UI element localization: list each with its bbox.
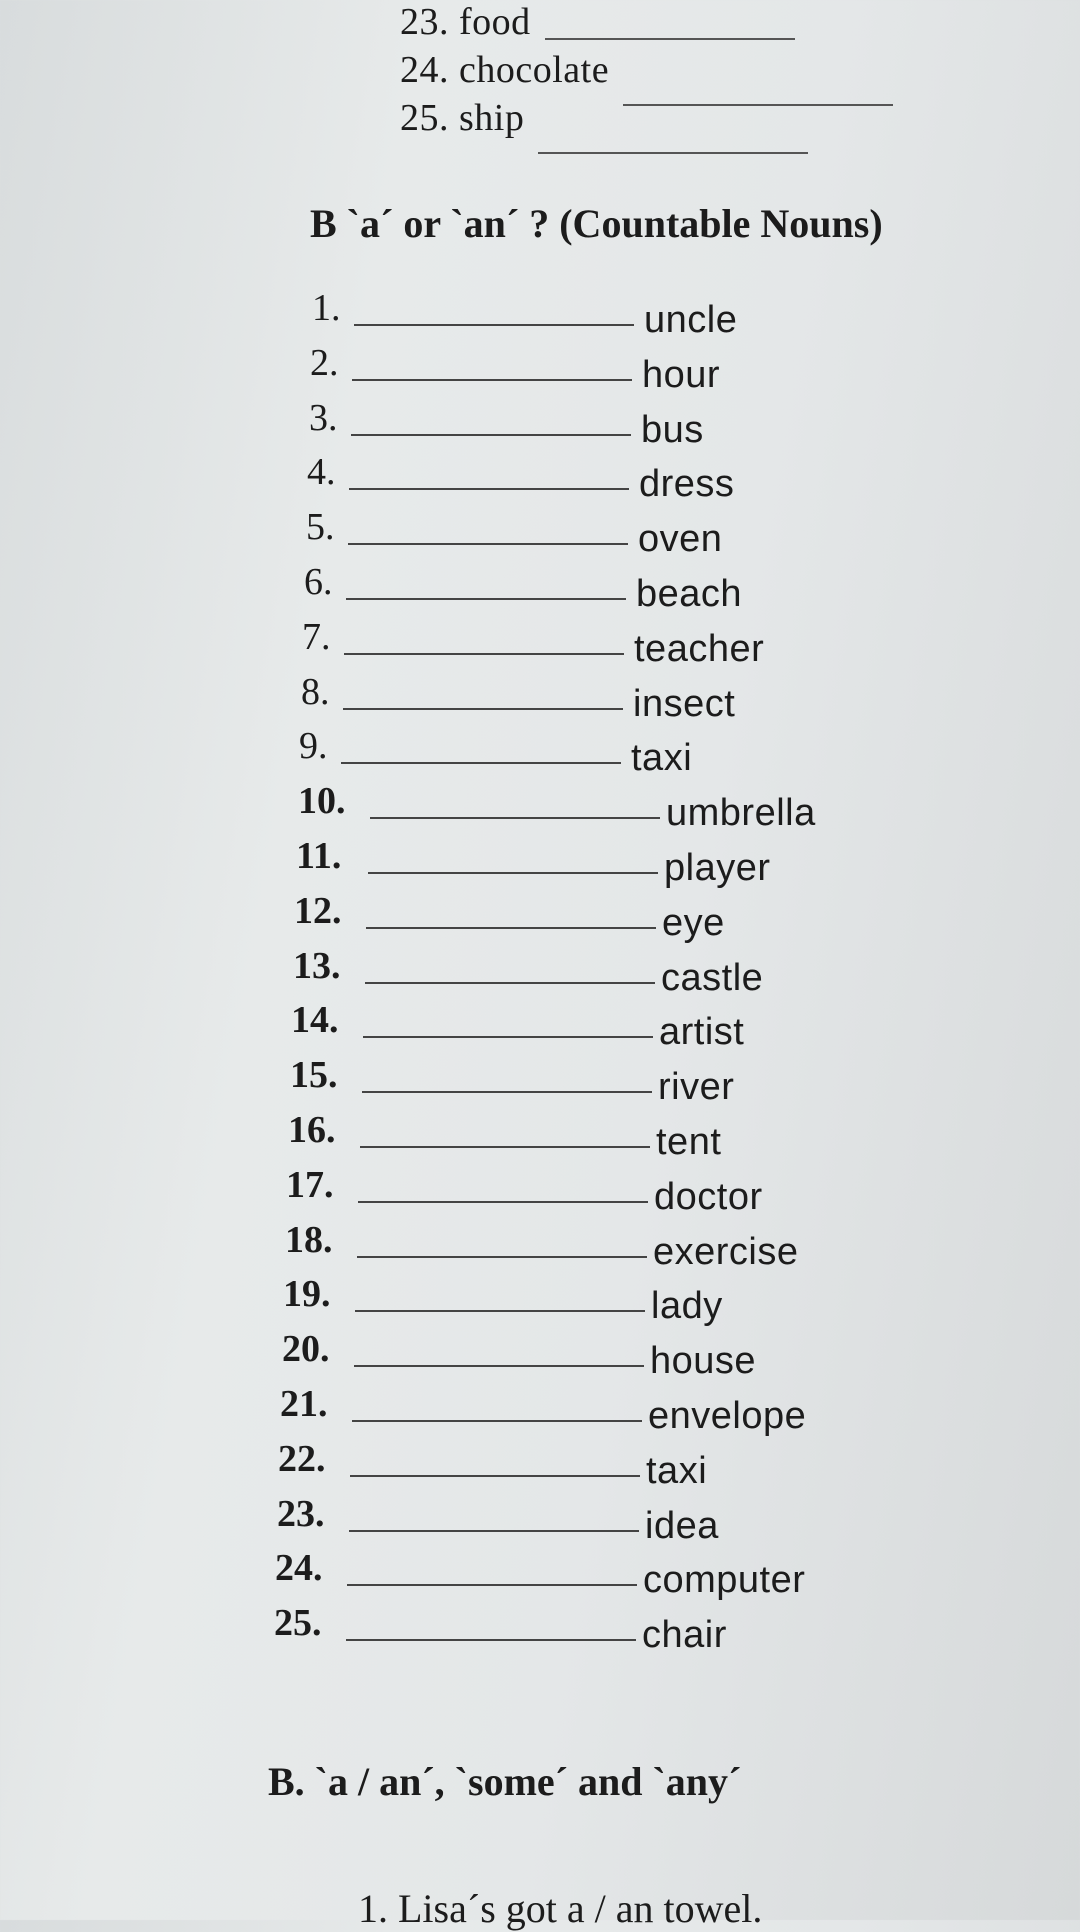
item-number: 14. [291,999,339,1041]
answer-blank[interactable] [346,1639,636,1641]
exercise-row [307,452,927,504]
answer-blank[interactable] [357,1256,647,1258]
answer-blank[interactable] [362,1091,652,1093]
item-number: 18. [285,1219,333,1261]
exercise-row [280,1384,900,1436]
noun-word: taxi [631,737,693,779]
noun-word: doctor [654,1176,763,1218]
item-number: 21. [280,1383,328,1425]
answer-blank[interactable] [366,927,656,929]
previous-item [400,96,808,140]
noun-word: castle [661,957,764,999]
item-number: 19. [283,1273,331,1315]
noun-word: tent [656,1121,722,1163]
noun-word: envelope [648,1395,807,1437]
exercise-row [302,617,922,669]
exercise-row [286,1165,906,1217]
section-title-2: B. `a / an´, `some´ and `any´ [268,1759,742,1804]
item-number: 8. [301,671,330,713]
previous-item [400,48,893,92]
item-number: 20. [282,1328,330,1370]
exercise-row [304,562,924,614]
exercise-row [282,1329,902,1381]
item-number: 15. [290,1054,338,1096]
noun-word: house [650,1340,757,1382]
answer-blank[interactable] [341,762,621,764]
answer-blank[interactable] [370,817,660,819]
section-title: B `a´ or `an´ ? (Countable Nouns) [310,201,883,246]
noun-word: umbrella [666,792,816,834]
exercise-row [310,343,930,395]
noun-word: hour [642,354,721,396]
answer-blank[interactable] [346,598,626,600]
answer-blank[interactable] [343,708,623,710]
exercise-row [283,1274,903,1326]
noun-word: bus [641,409,704,451]
exercise-row [274,1603,894,1655]
answer-blank[interactable] [352,379,632,381]
item-number: 5. [306,506,335,548]
item-number: 3. [309,397,338,439]
exercise-row [294,891,914,943]
exercise-row [288,1110,908,1162]
answer-blank[interactable] [344,653,624,655]
exercise-row [291,1000,911,1052]
noun-word: player [664,847,771,889]
answer-blank[interactable] [538,150,808,154]
answer-blank[interactable] [351,434,631,436]
noun-word: insect [633,683,736,725]
exercise-row [290,1055,910,1107]
item-word: chocolate [459,49,610,91]
item-word: ship [459,97,525,139]
item-number: 12. [294,890,342,932]
noun-word: beach [636,573,743,615]
noun-word: lady [651,1285,723,1327]
exercise-row [278,1439,898,1491]
exercise-row [296,836,916,888]
exercise-row [293,946,913,998]
exercise-sentence: 1. Lisa´s got a / an towel. [358,1886,763,1931]
item-number: 6. [304,561,333,603]
noun-word: idea [645,1505,719,1547]
answer-blank[interactable] [354,324,634,326]
noun-word: artist [659,1011,745,1053]
item-number: 11. [296,835,342,877]
answer-blank[interactable] [360,1146,650,1148]
item-number: 1. [312,287,341,329]
answer-blank[interactable] [355,1310,645,1312]
exercise-row [312,288,932,340]
answer-blank[interactable] [349,1530,639,1532]
noun-word: dress [639,463,735,505]
item-number: 4. [307,451,336,493]
item-number: 10. [298,780,346,822]
noun-word: eye [662,902,725,944]
item-number: 24. [400,49,449,91]
item-number: 9. [299,725,328,767]
answer-blank[interactable] [354,1365,644,1367]
item-number: 22. [278,1438,326,1480]
answer-blank[interactable] [352,1420,642,1422]
noun-word: taxi [646,1450,708,1492]
answer-blank[interactable] [348,543,628,545]
noun-word: computer [643,1559,806,1601]
noun-word: exercise [653,1231,799,1273]
exercise-row [309,398,929,450]
exercise-row [301,672,921,724]
item-number: 25. [400,97,449,139]
answer-blank[interactable] [350,1475,640,1477]
item-number: 16. [288,1109,336,1151]
noun-word: teacher [634,628,765,670]
item-number: 13. [293,945,341,987]
item-number: 23. [400,1,449,43]
exercise-row [299,726,919,778]
noun-word: oven [638,518,723,560]
exercise-row [285,1220,905,1272]
answer-blank[interactable] [545,36,795,40]
item-number: 25. [274,1602,322,1644]
exercise-row [275,1548,895,1600]
item-number: 23. [277,1493,325,1535]
item-number: 24. [275,1547,323,1589]
exercise-row [298,781,918,833]
item-number: 2. [310,342,339,384]
answer-blank[interactable] [363,1036,653,1038]
noun-word: uncle [644,299,738,341]
answer-blank[interactable] [347,1584,637,1586]
exercise-row [277,1494,897,1546]
item-number: 7. [302,616,331,658]
item-number: 17. [286,1164,334,1206]
answer-blank[interactable] [349,488,629,490]
noun-word: river [658,1066,735,1108]
answer-blank[interactable] [365,982,655,984]
item-word: food [459,1,531,43]
previous-item [400,0,795,44]
noun-word: chair [642,1614,727,1656]
answer-blank[interactable] [368,872,658,874]
answer-blank[interactable] [358,1201,648,1203]
exercise-row [306,507,926,559]
